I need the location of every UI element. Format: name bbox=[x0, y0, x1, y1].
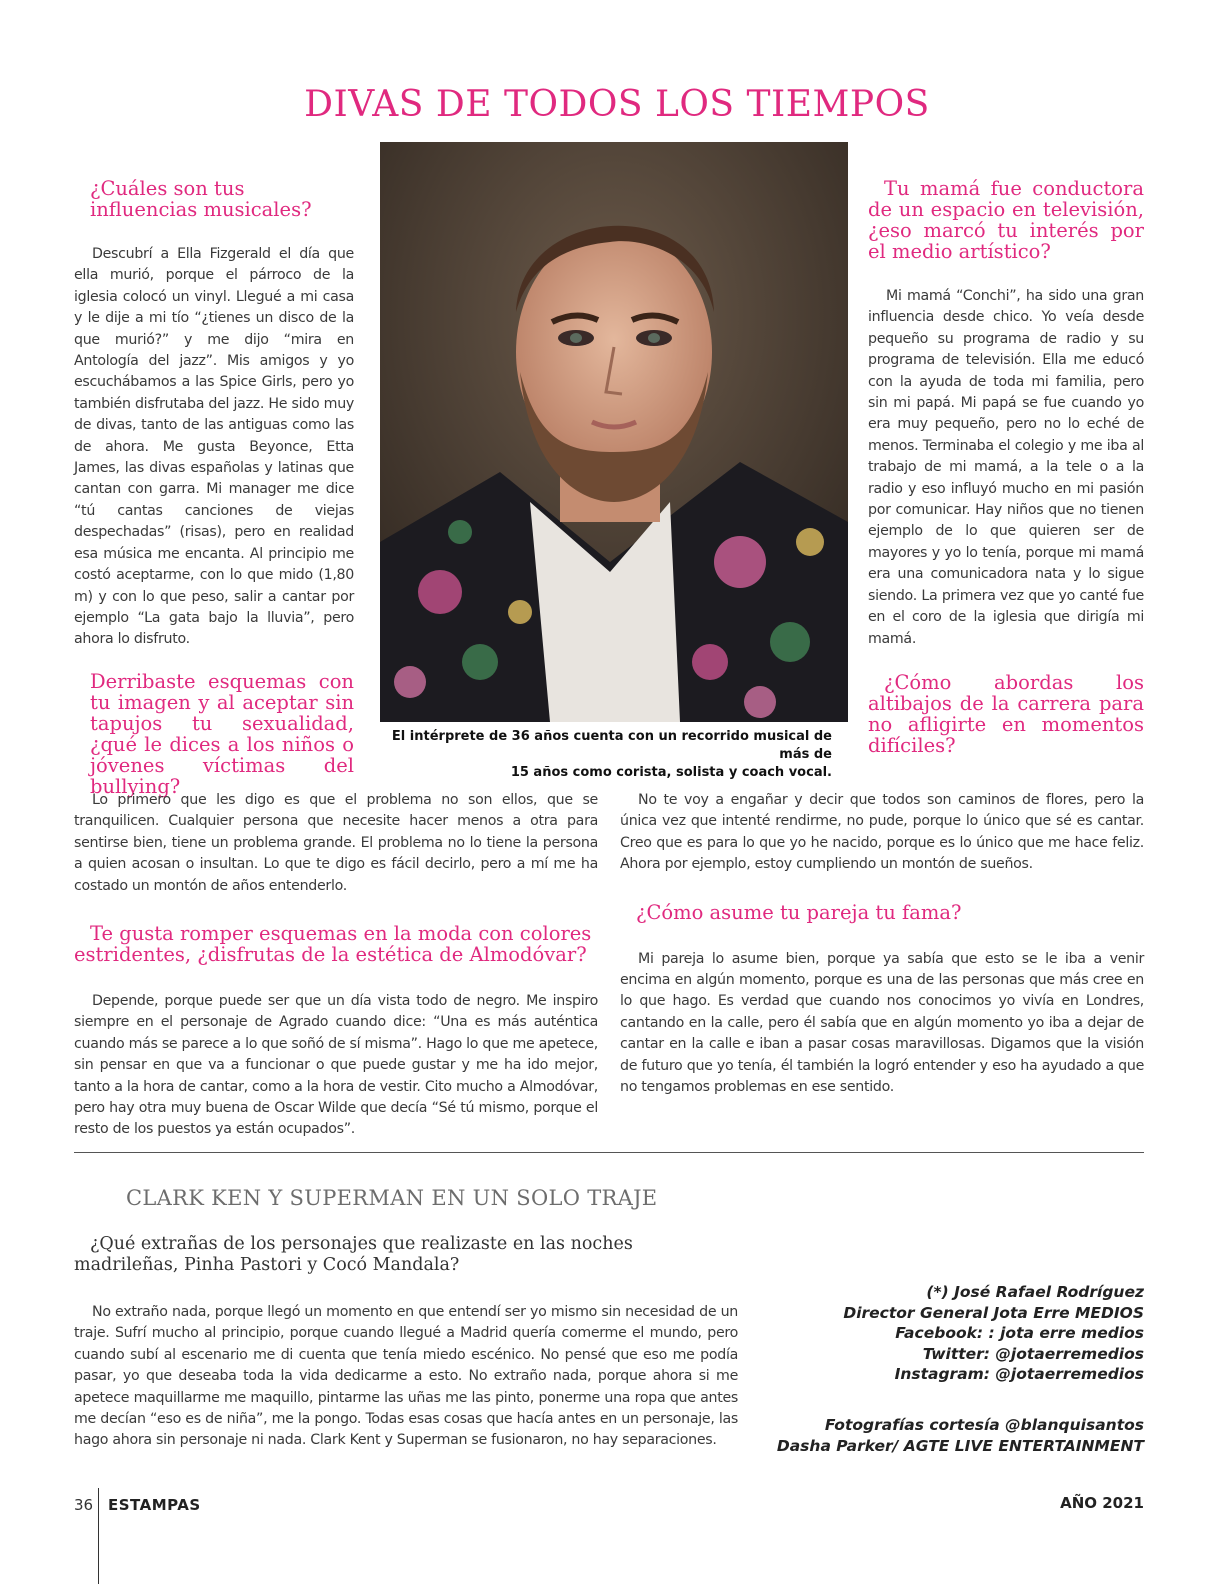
left-column bbox=[74, 178, 354, 797]
author-name: (*) José Rafael Rodríguez bbox=[926, 1283, 1144, 1301]
section-divider bbox=[74, 1152, 1144, 1153]
answer-characters: No extraño nada, porque llegó un momento en que entendí ser yo mismo sin necesidad de un traje. Sufrí mucho al principio, porque cuando llegué a Madrid quería comerme el mundo, pero cuando subí al escenario me di cuenta que tenía miedo escénico. No pensé que eso me podía pasar, yo que deseaba toda la vida dedicarme a esto. No extraño nada, porque ahora si me apetece maquillarme me maquillo, pintarme las uñas me las pinto, ponerme una ropa que antes me decían “eso es de niña”, me la pongo. Todas esas cosas que hacía antes en un personaje, las hago ahora sin personaje ni nada. Clark Kent y Superman se fusionaron, no hay separaciones. bbox=[74, 1304, 738, 1449]
author-credits bbox=[843, 1282, 1144, 1385]
middle-right-column bbox=[620, 790, 1144, 1098]
portrait-photo bbox=[380, 142, 848, 722]
page-title: DIVAS DE TODOS LOS TIEMPOS bbox=[304, 84, 930, 125]
question-influences: ¿Cuáles son tus influencias musicales? bbox=[90, 177, 312, 221]
photo-credit-2: Dasha Parker/ AGTE LIVE ENTERTAINMENT bbox=[776, 1436, 1144, 1455]
question-partner: ¿Cómo asume tu pareja tu fama? bbox=[636, 900, 962, 924]
magazine-name: ESTAMPAS bbox=[108, 1496, 201, 1514]
question-characters: ¿Qué extrañas de los personajes que realizaste en las noches madrileñas, Pinha Pastori y Cocó Mandala? bbox=[74, 1234, 633, 1275]
footer-divider bbox=[98, 1488, 99, 1584]
question-mother: Tu mamá fue conductora de un espacio en televisión, ¿eso marcó tu interés por el medio artístico? bbox=[868, 177, 1144, 263]
photo-caption bbox=[380, 728, 832, 782]
answer-ups-downs: No te voy a engañar y decir que todos son caminos de flores, pero la única vez que intenté rendirme, no pude, porque lo único que sé es cantar. Creo que es para lo que yo he nacido, porque es lo único que me hace feliz. Ahora por ejemplo, estoy cumpliendo un montón de sueños. bbox=[620, 792, 1144, 873]
author-instagram: Instagram: @jotaerremedios bbox=[894, 1365, 1144, 1383]
right-column bbox=[868, 178, 1144, 756]
answer-mother: Mi mamá “Conchi”, ha sido una gran influencia desde chico. Yo veía desde pequeño su programa de radio y su programa de televisión. Ella me educó con la ayuda de toda mi familia, pero sin mi papá. Mi papá se fue cuando yo era muy pequeño, pero no lo eché de menos. Terminaba el colegio y me iba al trabajo de mi mamá, a la tele o a la radio y eso influyó mucho en mi pasión por comunicar. Hay niños que no tienen ejemplo de lo que quieren ser de mayores y yo lo tenía, porque mi mamá era una comunicadora nata y lo sigue siendo. La primera vez que yo canté fue en el coro de la iglesia que dirigía mi mamá. bbox=[868, 288, 1144, 647]
answer-partner: Mi pareja lo asume bien, porque ya sabía que esto se le iba a venir encima en algún momento, porque es una de las personas que más cree en lo que hago. Es verdad que cuando nos conocimos yo vivía en Londres, cantando en la calle, pero él sabía que en algún momento yo iba a dejar de cantar en la calle e iban a pasar cosas maravillosas. Digamos que la visión de futuro que yo tenía, él también la logró entender y eso ha ayudado a que no tengamos problemas en ese sentido. bbox=[620, 950, 1144, 1096]
author-role: Director General Jota Erre MEDIOS bbox=[843, 1303, 1144, 1322]
answer-influences: Descubrí a Ella Fizgerald el día que ella murió, porque el párroco de la iglesia colocó un vinyl. Llegué a mi casa y le dije a mi tío “¿tienes un disco de la que murió?” y me dijo “mira en Antología del jazz”. Mis amigos y yo escuchábamos a las Spice Girls, pero yo también disfrutaba del jazz. He sido muy de divas, tanto de las antiguas como las de ahora. Me gusta Beyonce, Etta James, las divas españolas y latinas que cantan con garra. Mi manager me dice “tú cantas canciones de viejas despechadas” (risas), pero en realidad esa música me encanta. Al principio me costó aceptarme, con lo que mido (1,80 m) y con lo que peso, salir a cantar por ejemplo “La gata bajo la lluvia”, pero ahora lo disfruto. bbox=[74, 246, 354, 648]
photo-credit-1: Fotografías cortesía @blanquisantos bbox=[824, 1416, 1144, 1434]
answer-fashion: Depende, porque puede ser que un día vista todo de negro. Me inspiro siempre en el personaje de Agrado cuando dice: “Una es más auténtica cuando más se parece a lo que soñó de sí misma”. Hago lo que me apetece, sin pensar en que va a funcionar o que puede gustar y me ha ido mejor, tanto a la hora de cantar, como a la hora de vestir. Cito mucho a Almodóvar, pero hay otra muy buena de Oscar Wilde que decía “Sé tú mismo, porque el resto de los puestos ya están ocupados”. bbox=[74, 993, 598, 1138]
issue-year: AÑO 2021 bbox=[1060, 1494, 1144, 1512]
author-facebook: Facebook: : jota erre medios bbox=[895, 1324, 1144, 1342]
answer-bullying: Lo primero que les digo es que el problema no son ellos, que se tranquilicen. Cualquier persona que necesite hacer menos a otra para sentirse bien, tiene un problema grande. El problema no lo tiene la persona a quien acosan o insultan. Lo que te digo es fácil decirlo, pero a mí me ha costado un montón de años entenderlo. bbox=[74, 792, 598, 894]
author-twitter: Twitter: @jotaerremedios bbox=[922, 1344, 1144, 1363]
question-ups-downs: ¿Cómo abordas los altibajos de la carrera para no afligirte en momentos difíciles? bbox=[868, 670, 1144, 757]
middle-left-column bbox=[74, 790, 598, 1141]
photo-credits bbox=[777, 1415, 1144, 1456]
section-title: CLARK KEN Y SUPERMAN EN UN SOLO TRAJE bbox=[126, 1186, 658, 1210]
caption-line-2: 15 años como corista, solista y coach vocal. bbox=[510, 765, 832, 780]
section2-content bbox=[74, 1234, 738, 1452]
page-number: 36 bbox=[74, 1496, 94, 1514]
question-fashion: Te gusta romper esquemas en la moda con colores estridentes, ¿disfrutas de la estética de Almodóvar? bbox=[74, 922, 592, 967]
caption-line-1: El intérprete de 36 años cuenta con un recorrido musical de más de bbox=[391, 729, 832, 762]
question-bullying: Derribaste esquemas con tu imagen y al aceptar sin tapujos tu sexualidad, ¿qué le dices a los niños o jóvenes víctimas del bullying? bbox=[90, 669, 354, 798]
portrait-illustration bbox=[380, 142, 848, 722]
